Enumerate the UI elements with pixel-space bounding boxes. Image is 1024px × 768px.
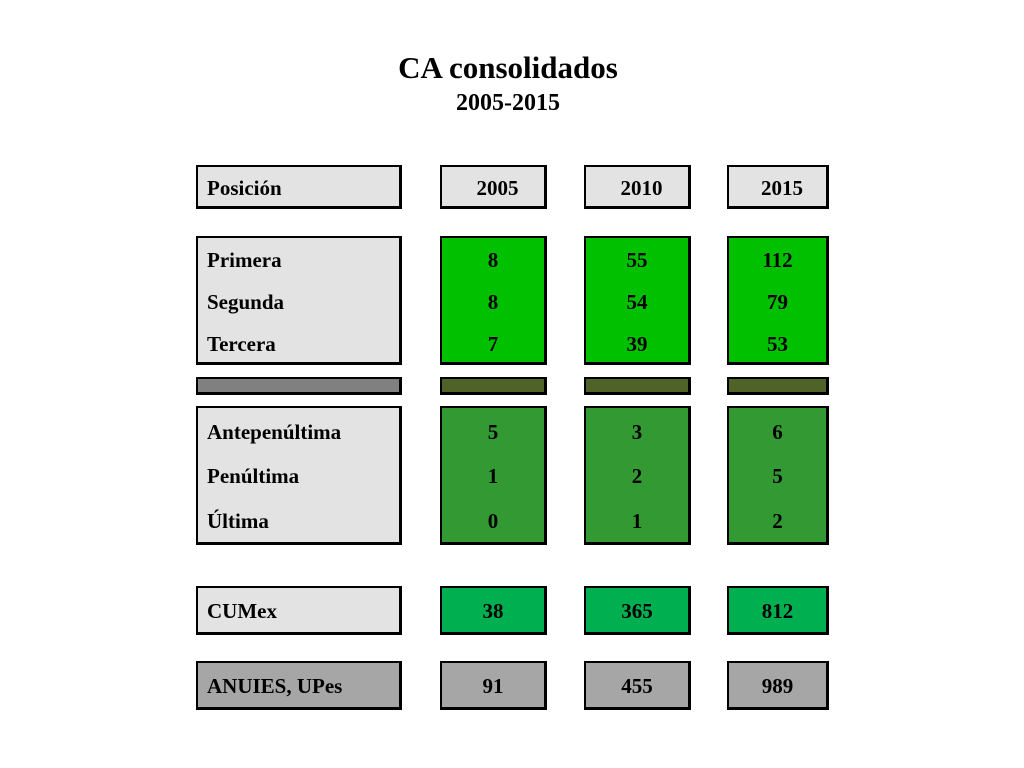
cumex-label-box — [196, 586, 402, 635]
row-label: Penúltima — [207, 464, 300, 488]
row-label: Antepenúltima — [207, 420, 342, 444]
bottom-group-values-2010 — [584, 406, 691, 545]
value-cell: 812 — [761, 599, 794, 623]
cumex-value-box — [584, 586, 691, 635]
anuies-value-box — [440, 661, 547, 710]
value-cell: 1 — [631, 509, 643, 533]
separator-bar — [196, 377, 402, 395]
cumex-value-box — [727, 586, 829, 635]
bottom-group-values-2005 — [440, 406, 547, 545]
value-cell: 8 — [487, 248, 499, 272]
value-cell: 54 — [626, 290, 648, 314]
top-group-labels — [196, 236, 402, 365]
header-label-box — [196, 165, 402, 209]
value-cell: 38 — [482, 599, 504, 623]
row-label: ANUIES, UPes — [207, 674, 343, 698]
value-cell: 0 — [487, 509, 499, 533]
value-cell: 2 — [631, 464, 643, 488]
top-group-values-2010 — [584, 236, 691, 365]
row-label: Tercera — [207, 332, 276, 356]
value-cell: 455 — [621, 674, 653, 698]
cumex-value-box — [440, 586, 547, 635]
value-cell: 6 — [772, 420, 783, 444]
value-cell: 1 — [487, 464, 499, 488]
anuies-value-box — [584, 661, 691, 710]
header-year: 2015 — [761, 176, 803, 200]
top-group-values-2015 — [727, 236, 829, 365]
value-cell: 79 — [767, 290, 788, 314]
header-year-box — [727, 165, 829, 209]
anuies-value-box — [727, 661, 829, 710]
row-label: Segunda — [207, 290, 285, 314]
row-label: Primera — [207, 248, 282, 272]
top-group-values-2005 — [440, 236, 547, 365]
separator-bar — [584, 377, 691, 395]
bottom-group-labels — [196, 406, 402, 545]
page-subtitle: 2005-2015 — [456, 90, 560, 116]
value-cell: 112 — [762, 248, 793, 272]
header-year-box — [584, 165, 691, 209]
header-label: Posición — [207, 176, 282, 200]
value-cell: 39 — [626, 332, 648, 356]
header-year: 2010 — [620, 176, 663, 200]
value-cell: 5 — [487, 420, 499, 444]
value-cell: 55 — [626, 248, 648, 272]
value-cell: 8 — [487, 290, 499, 314]
value-cell: 5 — [772, 464, 783, 488]
header-year: 2005 — [476, 176, 519, 200]
page-title: CA consolidados — [398, 50, 618, 85]
value-cell: 989 — [761, 674, 794, 698]
value-cell: 2 — [772, 509, 783, 533]
header-year-box — [440, 165, 547, 209]
value-cell: 91 — [482, 674, 504, 698]
anuies-label-box — [196, 661, 402, 710]
bottom-group-values-2015 — [727, 406, 829, 545]
separator-bar — [727, 377, 829, 395]
value-cell: 7 — [487, 332, 499, 356]
separator-bar — [440, 377, 547, 395]
row-label: CUMex — [207, 599, 277, 623]
row-label: Última — [207, 509, 269, 533]
value-cell: 365 — [621, 599, 653, 623]
value-cell: 3 — [631, 420, 643, 444]
value-cell: 53 — [767, 332, 788, 356]
